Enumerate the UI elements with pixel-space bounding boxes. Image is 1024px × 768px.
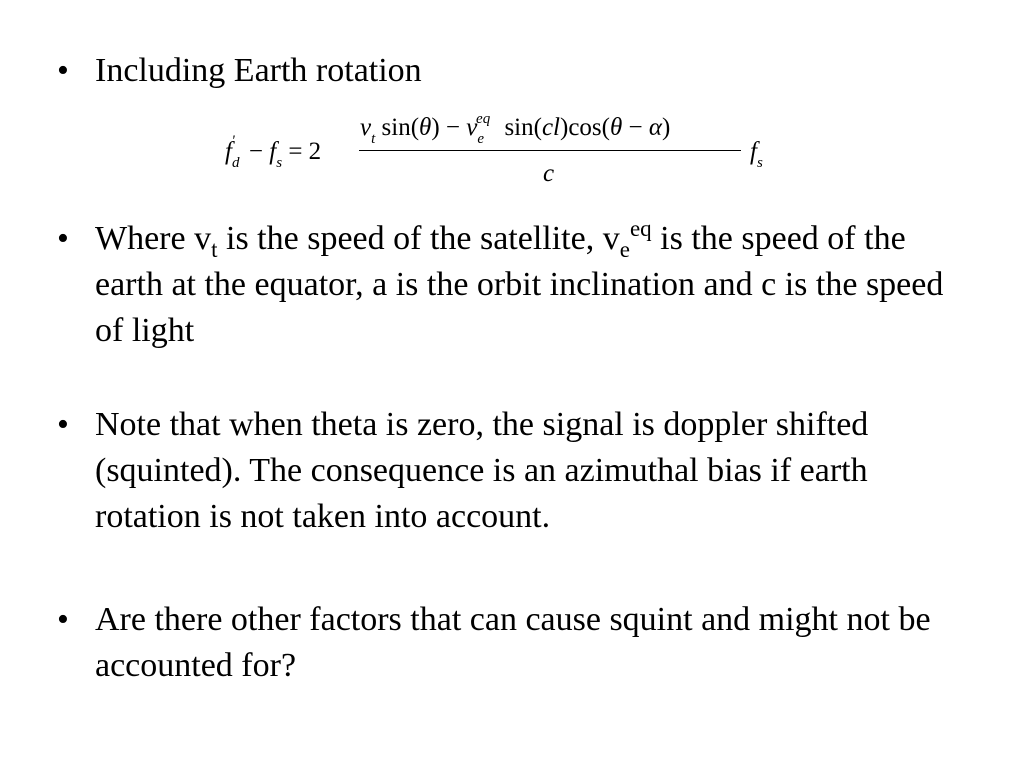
equation-denominator: c bbox=[543, 160, 555, 187]
bullet-item-4 bbox=[57, 597, 957, 689]
bullet-text: Are there other factors that can cause squint and might not be accounted for? bbox=[95, 601, 931, 684]
bullet-item-1 bbox=[57, 48, 957, 94]
bullet-text: Where $v_t$ is the speed of the satellite, $v_e^{eq}$ is the speed of the earth at the equator, a is the orbit inclination and c is the speed of light bbox=[95, 216, 944, 349]
bullet-dot: • bbox=[57, 220, 69, 257]
bullet-item-2 bbox=[57, 216, 957, 354]
doppler-equation bbox=[225, 108, 785, 198]
equation-numerator: $v_t$ $\sin(\theta) - v_e^{eq}$ sin(cl)cos(θ − α) bbox=[360, 111, 671, 147]
equation-lhs: $f_d' - f_s = 2$ bbox=[225, 133, 322, 171]
bullet-dot: • bbox=[57, 52, 69, 89]
bullet-text: Note that when theta is zero, the signal is doppler shifted (squinted). The consequence is an azimuthal bias if earth rotation is not taken into account. bbox=[95, 406, 869, 535]
bullet-dot: • bbox=[57, 406, 69, 443]
fraction-bar bbox=[359, 150, 741, 151]
bullet-item-3 bbox=[57, 402, 957, 540]
bullet-dot: • bbox=[57, 601, 69, 638]
equation-rhs: $f_s$ bbox=[750, 138, 763, 171]
bullet-text: Including Earth rotation bbox=[95, 52, 422, 89]
